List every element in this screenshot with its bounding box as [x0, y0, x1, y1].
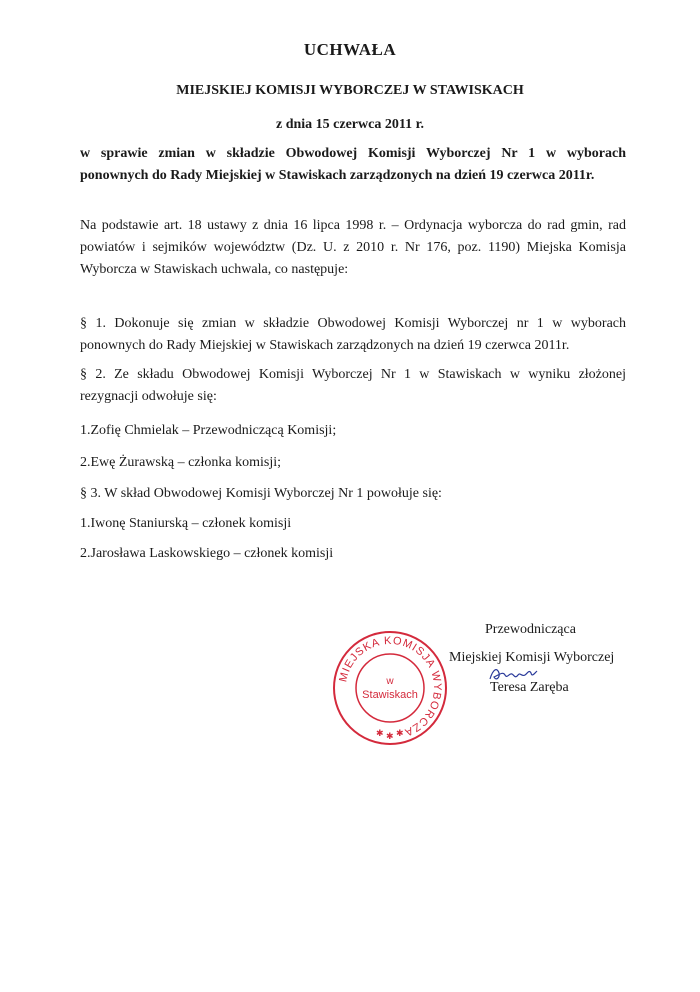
subject-line-1: w sprawie zmian w składzie Obwodowej Komisji Wyborczej Nr 1 w wyborach — [80, 146, 626, 161]
document-date: z dnia 15 czerwca 2011 r. — [275, 117, 424, 132]
stamp-outer-ring — [334, 632, 446, 744]
legal-basis-paragraph — [80, 215, 626, 281]
basis-line-3: Wyborcza w Stawiskach uchwala, co następuje: — [80, 262, 349, 277]
basis-line-2: powiatów i sejmików województw (Dz. U. z 2010 r. Nr 176, poz. 1190) Miejska Komisja — [80, 240, 626, 255]
official-stamp — [330, 628, 450, 748]
svg-text:✱: ✱ — [386, 732, 394, 742]
dismissed-member-1: 1.Zofię Chmielak – Przewodniczącą Komisji; — [80, 423, 337, 438]
section-2-paragraph — [80, 364, 626, 408]
section-1-paragraph — [80, 313, 626, 357]
document-subtitle: MIEJSKIEJ KOMISJI WYBORCZEJ W STAWISKACH — [176, 83, 524, 98]
stamp-center-top: w — [386, 676, 394, 687]
resolution-subject — [80, 143, 626, 187]
stamp-center-bottom: Stawiskach — [362, 689, 418, 701]
appointed-member-1: 1.Iwonę Staniurską – członek komisji — [80, 516, 292, 531]
basis-line-1: Na podstawie art. 18 ustawy z dnia 16 lipca 1998 r. – Ordynacja wyborcza do rad gmin, rad — [80, 218, 626, 233]
stamp-stars — [376, 729, 404, 742]
section-2-line-1: § 2. Ze składu Obwodowej Komisji Wyborczej Nr 1 w Stawiskach w wyniku złożonej — [80, 367, 626, 382]
svg-text:✱: ✱ — [376, 729, 384, 739]
appointed-member-2: 2.Jarosława Laskowskiego – członek komisji — [80, 546, 334, 561]
subject-line-2: ponownych do Rady Miejskiej w Stawiskach zarządzonych na dzień 19 czerwca 2011r. — [80, 168, 595, 183]
section-1-line-2: ponownych do Rady Miejskiej w Stawiskach zarządzonych na dzień 19 czerwca 2011r. — [80, 338, 570, 353]
stamp-inner-ring — [356, 654, 424, 722]
section-1-line-1: § 1. Dokonuje się zmian w składzie Obwodowej Komisji Wyborczej nr 1 w wyborach — [80, 316, 626, 331]
section-2-line-2: rezygnacji odwołuje się: — [80, 389, 217, 404]
document-title: UCHWAŁA — [303, 40, 397, 59]
svg-text:✱: ✱ — [396, 729, 404, 739]
dismissed-member-2: 2.Ewę Żurawską – członka komisji; — [80, 455, 282, 470]
section-3-line: § 3. W skład Obwodowej Komisji Wyborczej Nr 1 powołuje się: — [80, 486, 442, 501]
signatory-name: Teresa Zaręba — [490, 680, 569, 695]
signatory-role: Przewodnicząca — [485, 622, 576, 637]
signatory-committee: Miejskiej Komisji Wyborczej — [449, 650, 615, 665]
stamp-ring-text: MIEJSKA KOMISJA WYBORCZA — [337, 634, 444, 739]
